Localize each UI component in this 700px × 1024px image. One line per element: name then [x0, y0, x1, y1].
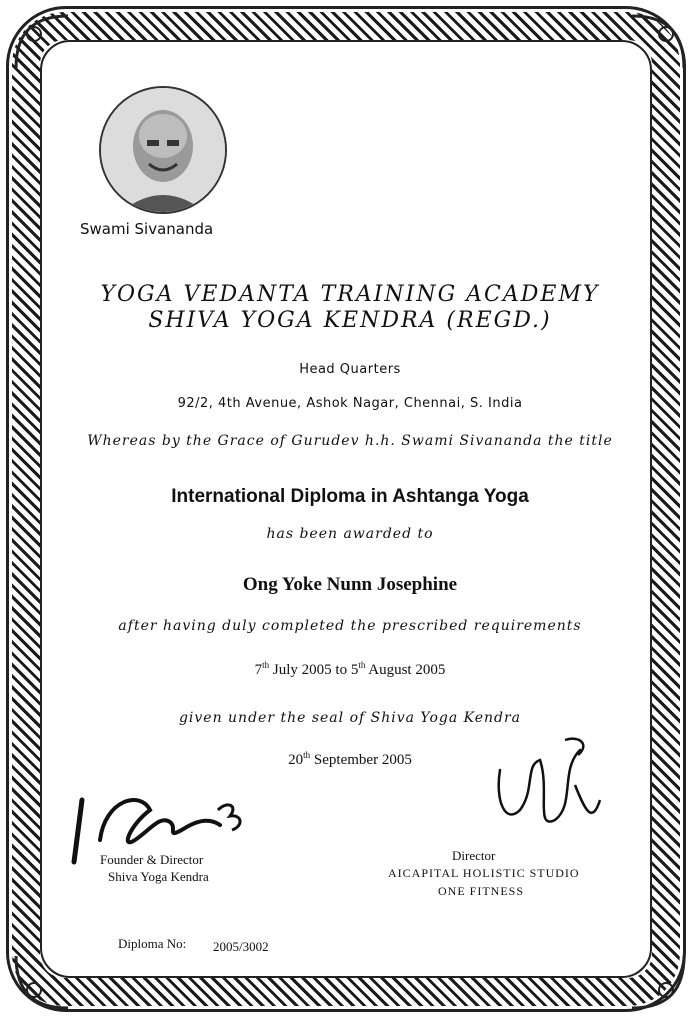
director-signature [480, 730, 610, 850]
corner-ornament-bottom-right [622, 946, 692, 1016]
recipient-name: Ong Yoke Nunn Josephine [242, 574, 458, 595]
seal-line: given under the seal of Shiva Yoga Kendra [178, 710, 522, 726]
director-organization: AICAPITAL HOLISTIC STUDIO [388, 866, 580, 880]
founder-organization: Shiva Yoga Kendra [108, 869, 209, 884]
corner-ornament-top-right [622, 8, 692, 78]
academy-name: YOGA VEDANTA TRAINING ACADEMY [100, 282, 600, 307]
issue-date: 20th September 2005 [288, 750, 412, 768]
whereas-line: Whereas by the Grace of Gurudev h.h. Swami Sivananda the title [87, 433, 613, 449]
awarded-to-line: has been awarded to [266, 526, 434, 542]
diploma-title: International Diploma in Ashtanga Yoga [171, 486, 529, 507]
academy-subname: SHIVA YOGA KENDRA (REGD.) [148, 308, 552, 333]
director-title: Director [452, 848, 496, 863]
portrait-caption: Swami Sivananda [80, 220, 214, 238]
corner-ornament-top-left [8, 8, 78, 78]
requirements-line: after having duly completed the prescribed requirements [118, 618, 582, 634]
director-organization-line2: ONE FITNESS [438, 884, 525, 898]
headquarters-label: Head Quarters [299, 362, 401, 377]
course-period: 7th July 2005 to 5th August 2005 [254, 660, 446, 678]
swami-portrait-image [99, 86, 227, 214]
diploma-number-value: 2005/3002 [213, 939, 269, 954]
diploma-number-label: Diploma No: [118, 936, 187, 951]
founder-title: Founder & Director [100, 852, 204, 867]
headquarters-address: 92/2, 4th Avenue, Ashok Nagar, Chennai, S. India [177, 396, 523, 411]
corner-ornament-bottom-left [8, 946, 78, 1016]
